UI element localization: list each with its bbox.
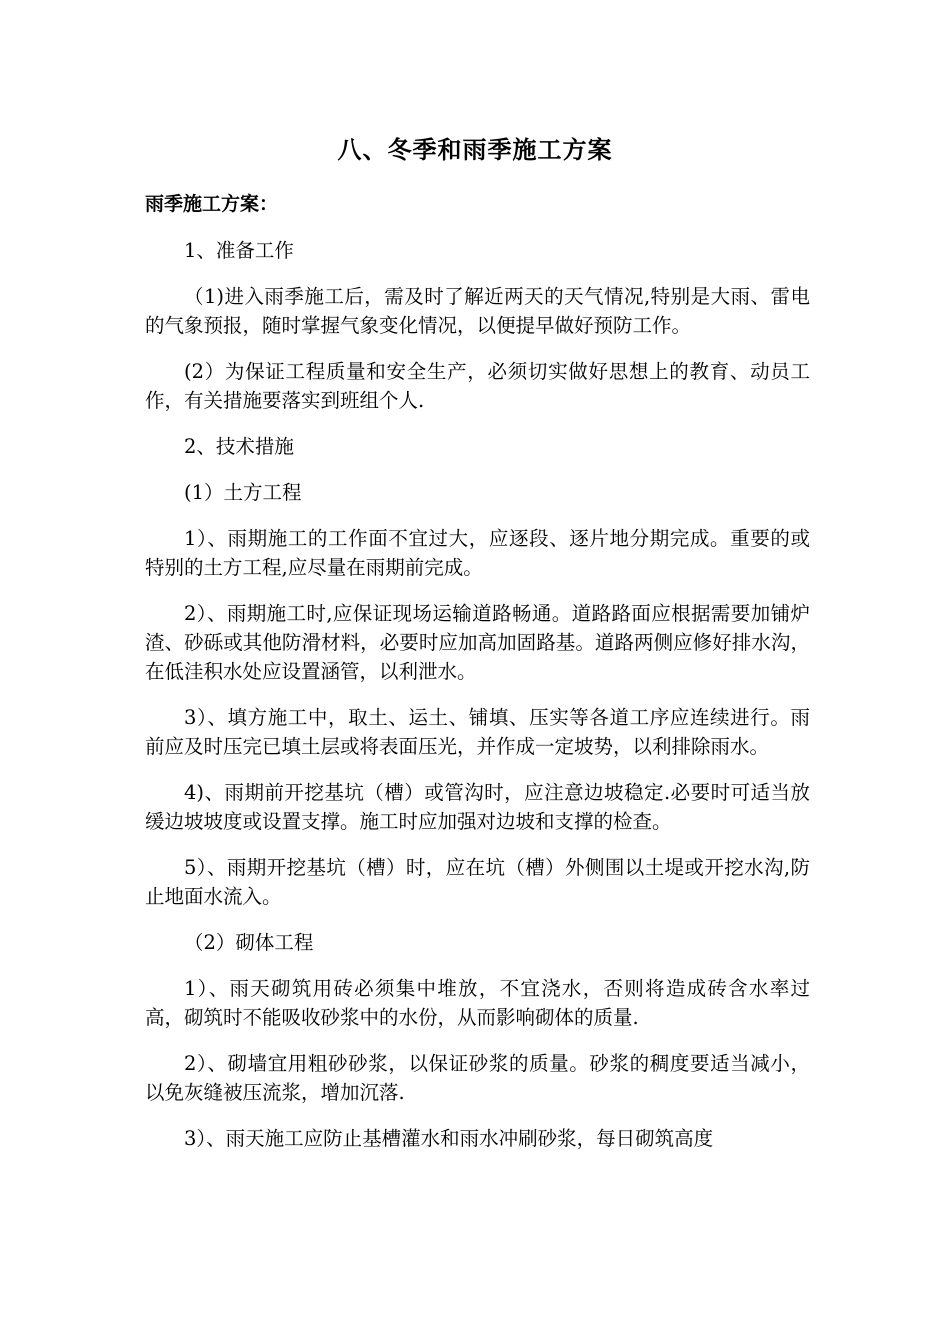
paragraph-prep-1: （1)进入雨季施工后，需及时了解近两天的天气情况,特别是大雨、雷电的气象预报，随时掌握气象变化情况，以便提早做好预防工作。: [145, 285, 810, 337]
paragraph-earthwork-1: 1）、雨期施工的工作面不宜过大，应逐段、逐片地分期完成。重要的或特别的土方工程,应尽量在雨期前完成。: [145, 527, 810, 579]
paragraph-masonry-1: 1）、雨天砌筑用砖必须集中堆放，不宜浇水，否则将造成砖含水率过高，砌筑时不能吸收砂浆中的水份，从而影响砌体的质量.: [145, 977, 810, 1029]
paragraph-earthwork-3: 3）、填方施工中，取土、运土、铺填、压实等各道工序应连续进行。雨前应及时压完已填土层或将表面压光，并作成一定坡势，以利排除雨水。: [145, 706, 810, 758]
paragraph-prep-heading: 1、准备工作: [184, 239, 294, 262]
paragraph-earthwork-4: 4)、雨期前开挖基坑（槽）或管沟时，应注意边坡稳定.必要时可适当放缓边坡坡度或设置支撑。施工时应加强对边坡和支撑的检查。: [145, 781, 810, 833]
paragraph-earthwork-2: 2）、雨期施工时,应保证现场运输道路畅通。道路路面应根据需要加铺炉渣、砂砾或其他防滑材料，必要时应加高加固路基。道路两侧应修好排水沟，在低洼积水处应设置涵管，以利泄水。: [145, 602, 810, 683]
document-title: 八、冬季和雨季施工方案: [337, 136, 613, 164]
paragraph-masonry-2: 2）、砌墙宜用粗砂砂浆，以保证砂浆的质量。砂浆的稠度要适当减小，以免灰缝被压流浆，增加沉落.: [145, 1052, 810, 1104]
document-body: [145, 190, 810, 1170]
paragraph-earthwork-heading: (1）土方工程: [184, 481, 302, 504]
paragraph-prep-2: (2）为保证工程质量和安全生产，必须切实做好思想上的教育、动员工作，有关措施要落实到班组个人.: [145, 360, 810, 412]
paragraph-earthwork-5: 5）、雨期开挖基坑（槽）时，应在坑（槽）外侧围以土堤或开挖水沟,防止地面水流入。: [145, 856, 810, 908]
paragraph-tech-heading: 2、技术措施: [184, 435, 294, 458]
paragraph-masonry-heading: （2）砌体工程: [184, 931, 314, 954]
paragraph-masonry-3: 3）、雨天施工应防止基槽灌水和雨水冲刷砂浆，每日砌筑高度: [184, 1127, 714, 1150]
section-heading: 雨季施工方案：: [145, 193, 279, 215]
